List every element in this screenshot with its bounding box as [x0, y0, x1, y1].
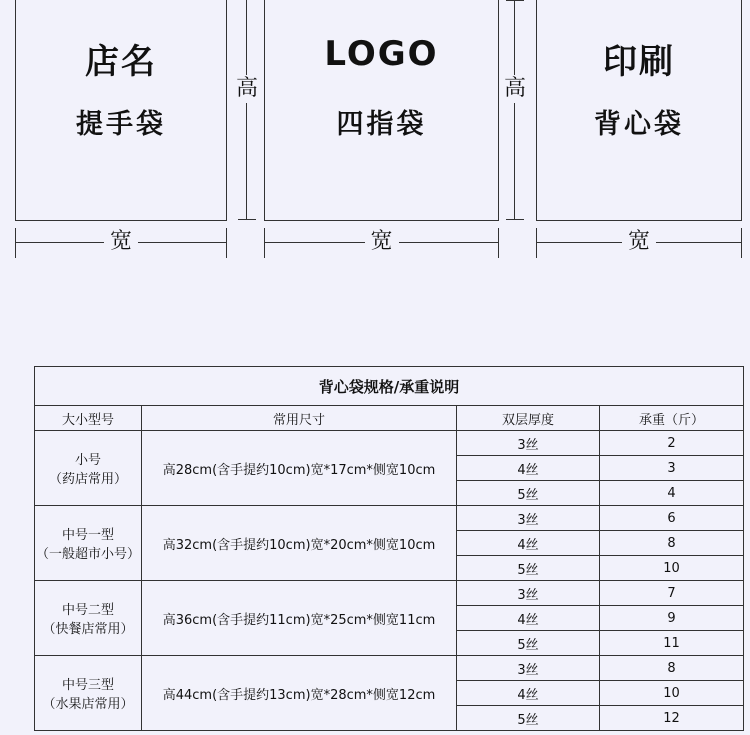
bag-subtitle: 背心袋 — [594, 109, 684, 140]
size-cell: 高28cm(含手提约10cm)宽*17cm*侧宽10cm — [142, 431, 457, 506]
thickness-cell: 5丝 — [457, 706, 600, 731]
header-model: 大小型号 — [35, 406, 142, 431]
width-dimension — [536, 228, 742, 258]
load-cell: 8 — [600, 656, 744, 681]
model-cell: 中号三型 （水果店常用） — [35, 656, 142, 731]
thickness-cell: 4丝 — [457, 456, 600, 481]
bag-subtitle: 提手袋 — [76, 109, 166, 140]
bag-panel-shop-name — [15, 0, 227, 221]
load-cell: 4 — [600, 481, 744, 506]
bag-subtitle: 四指袋 — [336, 109, 427, 140]
thickness-cell: 5丝 — [457, 631, 600, 656]
header-size: 常用尺寸 — [142, 406, 457, 431]
table-row — [35, 506, 744, 531]
height-label: 高 — [235, 76, 258, 101]
table-row — [35, 656, 744, 681]
size-cell: 高32cm(含手提约10cm)宽*20cm*侧宽10cm — [142, 506, 457, 581]
width-dimension — [15, 228, 227, 258]
load-cell: 11 — [600, 631, 744, 656]
bag-title: LOGO — [324, 34, 439, 74]
model-cell: 中号二型 （快餐店常用） — [35, 581, 142, 656]
load-cell: 2 — [600, 431, 744, 456]
bag-title: 印刷 — [603, 42, 675, 82]
thickness-cell: 4丝 — [457, 606, 600, 631]
thickness-cell: 3丝 — [457, 656, 600, 681]
width-dimension — [264, 228, 499, 258]
load-cell: 3 — [600, 456, 744, 481]
thickness-cell: 4丝 — [457, 681, 600, 706]
load-cell: 10 — [600, 556, 744, 581]
size-cell: 高44cm(含手提约13cm)宽*28cm*侧宽12cm — [142, 656, 457, 731]
height-label: 高 — [503, 76, 526, 101]
height-dimension — [235, 0, 258, 220]
thickness-cell: 4丝 — [457, 531, 600, 556]
bag-panel-printing — [536, 0, 742, 221]
load-cell: 6 — [600, 506, 744, 531]
model-cell: 中号一型 （一般超市小号） — [35, 506, 142, 581]
width-label: 宽 — [622, 228, 656, 256]
load-cell: 10 — [600, 681, 744, 706]
thickness-cell: 3丝 — [457, 581, 600, 606]
header-thickness: 双层厚度 — [457, 406, 600, 431]
table-row — [35, 431, 744, 456]
height-dimension — [503, 0, 526, 220]
model-cell: 小号 （药店常用） — [35, 431, 142, 506]
header-load: 承重（斤） — [600, 406, 744, 431]
thickness-cell: 5丝 — [457, 481, 600, 506]
width-label: 宽 — [364, 228, 398, 256]
load-cell: 7 — [600, 581, 744, 606]
bag-panel-logo — [264, 0, 499, 221]
thickness-cell: 3丝 — [457, 431, 600, 456]
table-title: 背心袋规格/承重说明 — [35, 367, 744, 406]
size-cell: 高36cm(含手提约11cm)宽*25cm*侧宽11cm — [142, 581, 457, 656]
load-cell: 8 — [600, 531, 744, 556]
load-cell: 12 — [600, 706, 744, 731]
bag-title: 店名 — [85, 42, 157, 82]
thickness-cell: 3丝 — [457, 506, 600, 531]
spec-table — [34, 366, 744, 731]
thickness-cell: 5丝 — [457, 556, 600, 581]
load-cell: 9 — [600, 606, 744, 631]
width-label: 宽 — [104, 228, 138, 256]
table-row — [35, 581, 744, 606]
